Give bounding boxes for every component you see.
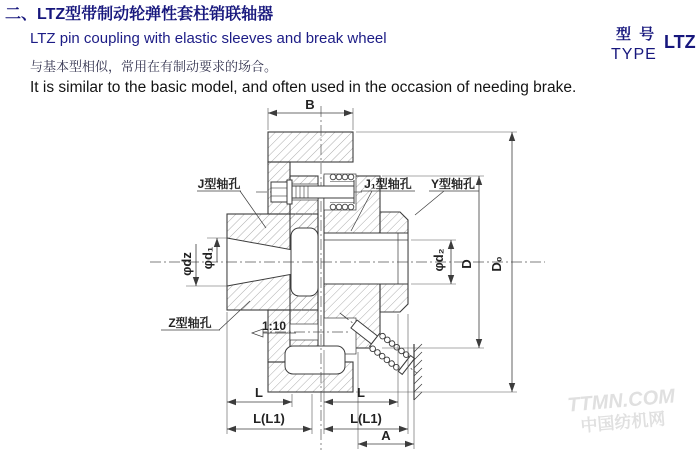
straight-bore-y-type — [324, 233, 408, 284]
type-label-english: TYPE — [611, 46, 657, 63]
dim-label-B: B — [305, 97, 315, 112]
dim-label-L-right: L — [357, 385, 365, 400]
bottom-cavity — [285, 346, 345, 374]
type-label-chinese: 型 号 — [616, 26, 657, 43]
pin-washer — [287, 180, 292, 204]
page-title: 二、LTZ型带制动轮弹性套柱销联轴器 — [5, 6, 274, 23]
taper-ratio-label: 1:10 — [261, 319, 287, 333]
watermark-site: TTMN.COM — [566, 385, 676, 417]
label-j-type-bore: J型轴孔 — [197, 177, 241, 191]
label-z-type-bore: Z型轴孔 — [168, 316, 212, 330]
dim-label-LL1-left: L(L1) — [253, 411, 285, 426]
dim-label-L-left: L — [255, 385, 263, 400]
pin-shaft — [292, 186, 354, 198]
dim-label-LL1-right: L(L1) — [350, 411, 382, 426]
pin-hex-nut — [271, 182, 287, 202]
type-value: LTZ — [664, 32, 696, 52]
dim-label-D0: D₀ — [489, 256, 504, 272]
dim-label-phi-d1: φd₁ — [200, 246, 215, 270]
label-j1-type-bore: J₁型轴孔 — [364, 177, 412, 191]
dim-label-phi-d2: φd₂ — [431, 248, 446, 272]
watermark-name: 中国纺机网 — [579, 409, 667, 436]
description-english: It is similar to the basic model, and often used in the occasion of needing brake. — [30, 79, 577, 96]
page-subtitle-english: LTZ pin coupling with elastic sleeves and break wheel — [30, 30, 387, 47]
description-chinese: 与基本型相似，常用在有制动要求的场合。 — [30, 59, 278, 74]
dim-label-phi-dz: φdz — [179, 252, 194, 276]
brake-wheel-top-rim — [268, 132, 353, 162]
dim-label-A: A — [381, 428, 391, 443]
dim-label-D: D — [459, 259, 474, 269]
label-y-type-bore: Y型轴孔 — [430, 177, 476, 191]
